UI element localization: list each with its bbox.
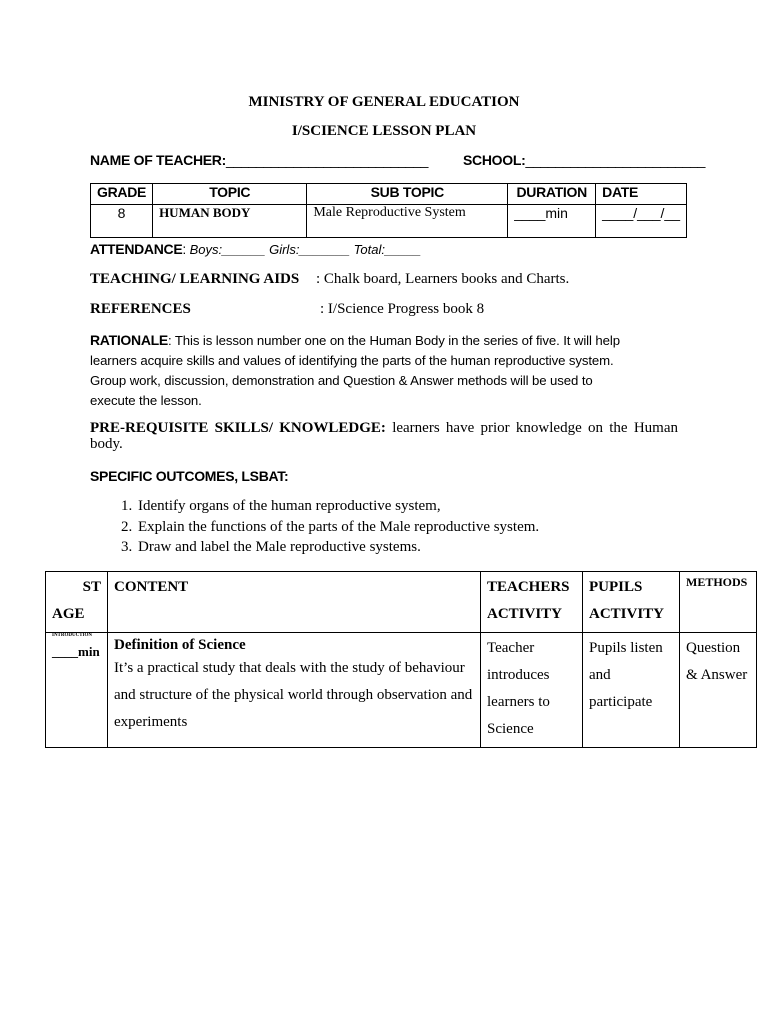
teachers-header-line-2: ACTIVITY bbox=[487, 606, 563, 622]
school-label: SCHOOL: bbox=[463, 152, 526, 168]
lesson-plan-title: I/SCIENCE LESSON PLAN bbox=[291, 123, 477, 139]
pupils-header-line-1: PUPILS bbox=[589, 579, 643, 595]
topic-value: HUMAN BODY bbox=[153, 205, 307, 238]
outcome-item-2: 2. Explain the functions of the parts of the Male reproductive system. bbox=[136, 517, 539, 538]
outcome-item-3: 3. Draw and label the Male reproductive systems. bbox=[136, 537, 539, 558]
teaching-aids-line bbox=[90, 269, 678, 289]
rationale-paragraph bbox=[90, 330, 678, 411]
grade-header: GRADE bbox=[91, 184, 153, 205]
attendance-line bbox=[90, 239, 678, 260]
methods-header: METHODS bbox=[680, 572, 757, 633]
school-blank[interactable]: ________________________ bbox=[525, 152, 706, 168]
attendance-label: ATTENDANCE bbox=[90, 241, 183, 257]
attendance-colon: : bbox=[182, 241, 186, 257]
stage-name: INTRODUCTION bbox=[52, 633, 93, 638]
rationale-line-1: : This is lesson number one on the Human Body in the series of five. It will help bbox=[167, 333, 620, 348]
pupil-activity-cell bbox=[583, 633, 680, 748]
pupils-activity-header bbox=[583, 572, 680, 633]
teacher-label: NAME OF TEACHER: bbox=[90, 152, 226, 168]
prerequisite-value: learners have prior knowledge on the Human body. bbox=[90, 420, 679, 452]
method: Question & Answer bbox=[686, 640, 748, 683]
teachers-activity-header bbox=[481, 572, 583, 633]
pupils-header-line-2: ACTIVITY bbox=[589, 606, 665, 622]
references-label: REFERENCES bbox=[90, 301, 191, 317]
references-value: : I/Science Progress book 8 bbox=[320, 301, 485, 317]
teaching-aids-label: TEACHING/ LEARNING AIDS bbox=[90, 271, 300, 287]
school-line bbox=[463, 152, 705, 168]
outcomes-list bbox=[112, 496, 539, 558]
content-cell bbox=[108, 633, 481, 748]
teaching-aids-value: : Chalk board, Learners books and Charts. bbox=[316, 271, 570, 287]
stage-time[interactable]: ____min bbox=[52, 644, 100, 659]
teacher-activity: Teacher introduces learners to Science bbox=[487, 640, 550, 737]
content-header: CONTENT bbox=[108, 572, 481, 633]
date-header: DATE bbox=[596, 184, 687, 205]
subtopic-value: Male Reproductive System bbox=[307, 205, 508, 238]
teachers-header-line-1: TEACHERS bbox=[487, 579, 570, 595]
stage-header-part-2: AGE bbox=[52, 606, 85, 622]
outcome-item-1: 1. Identify organs of the human reproductive system, bbox=[136, 496, 539, 517]
ministry-title: MINISTRY OF GENERAL EDUCATION bbox=[248, 94, 520, 110]
rationale-label: RATIONALE bbox=[90, 332, 168, 348]
teacher-name-line bbox=[90, 152, 428, 168]
content-title: Definition of Science bbox=[114, 637, 246, 653]
content-text: It’s a practical study that deals with the study of behaviour and structure of the physical world through observation and experiments bbox=[114, 660, 473, 730]
attendance-fields[interactable]: Boys:______ Girls:_______ Total:_____ bbox=[189, 242, 422, 257]
lesson-activities-table bbox=[45, 571, 757, 748]
stage-cell bbox=[46, 633, 108, 748]
outcomes-heading: SPECIFIC OUTCOMES, LSBAT: bbox=[90, 468, 289, 484]
grade-value: 8 bbox=[91, 205, 153, 238]
stage-header bbox=[46, 572, 108, 633]
date-value[interactable]: ____/___/__ bbox=[596, 205, 687, 238]
method-cell bbox=[680, 633, 757, 748]
subtopic-header: SUB TOPIC bbox=[307, 184, 508, 205]
duration-header: DURATION bbox=[508, 184, 596, 205]
rationale-line-3: Group work, discussion, demonstration and Question & Answer methods will be used to bbox=[90, 373, 593, 388]
pupil-activity: Pupils listen and participate bbox=[589, 640, 663, 710]
topic-header: TOPIC bbox=[153, 184, 307, 205]
prerequisite-paragraph bbox=[90, 420, 678, 452]
teacher-activity-cell bbox=[481, 633, 583, 748]
teacher-blank[interactable]: ___________________________ bbox=[225, 152, 429, 168]
rationale-line-4: execute the lesson. bbox=[90, 393, 202, 408]
duration-value[interactable]: ____min bbox=[508, 205, 596, 238]
stage-header-part-1: ST bbox=[82, 579, 101, 595]
lesson-info-table bbox=[90, 183, 687, 238]
prerequisite-label: PRE-REQUISITE SKILLS/ KNOWLEDGE: bbox=[90, 420, 386, 436]
references-line bbox=[90, 299, 678, 319]
rationale-line-2: learners acquire skills and values of identifying the parts of the human reproductive system. bbox=[90, 353, 614, 368]
